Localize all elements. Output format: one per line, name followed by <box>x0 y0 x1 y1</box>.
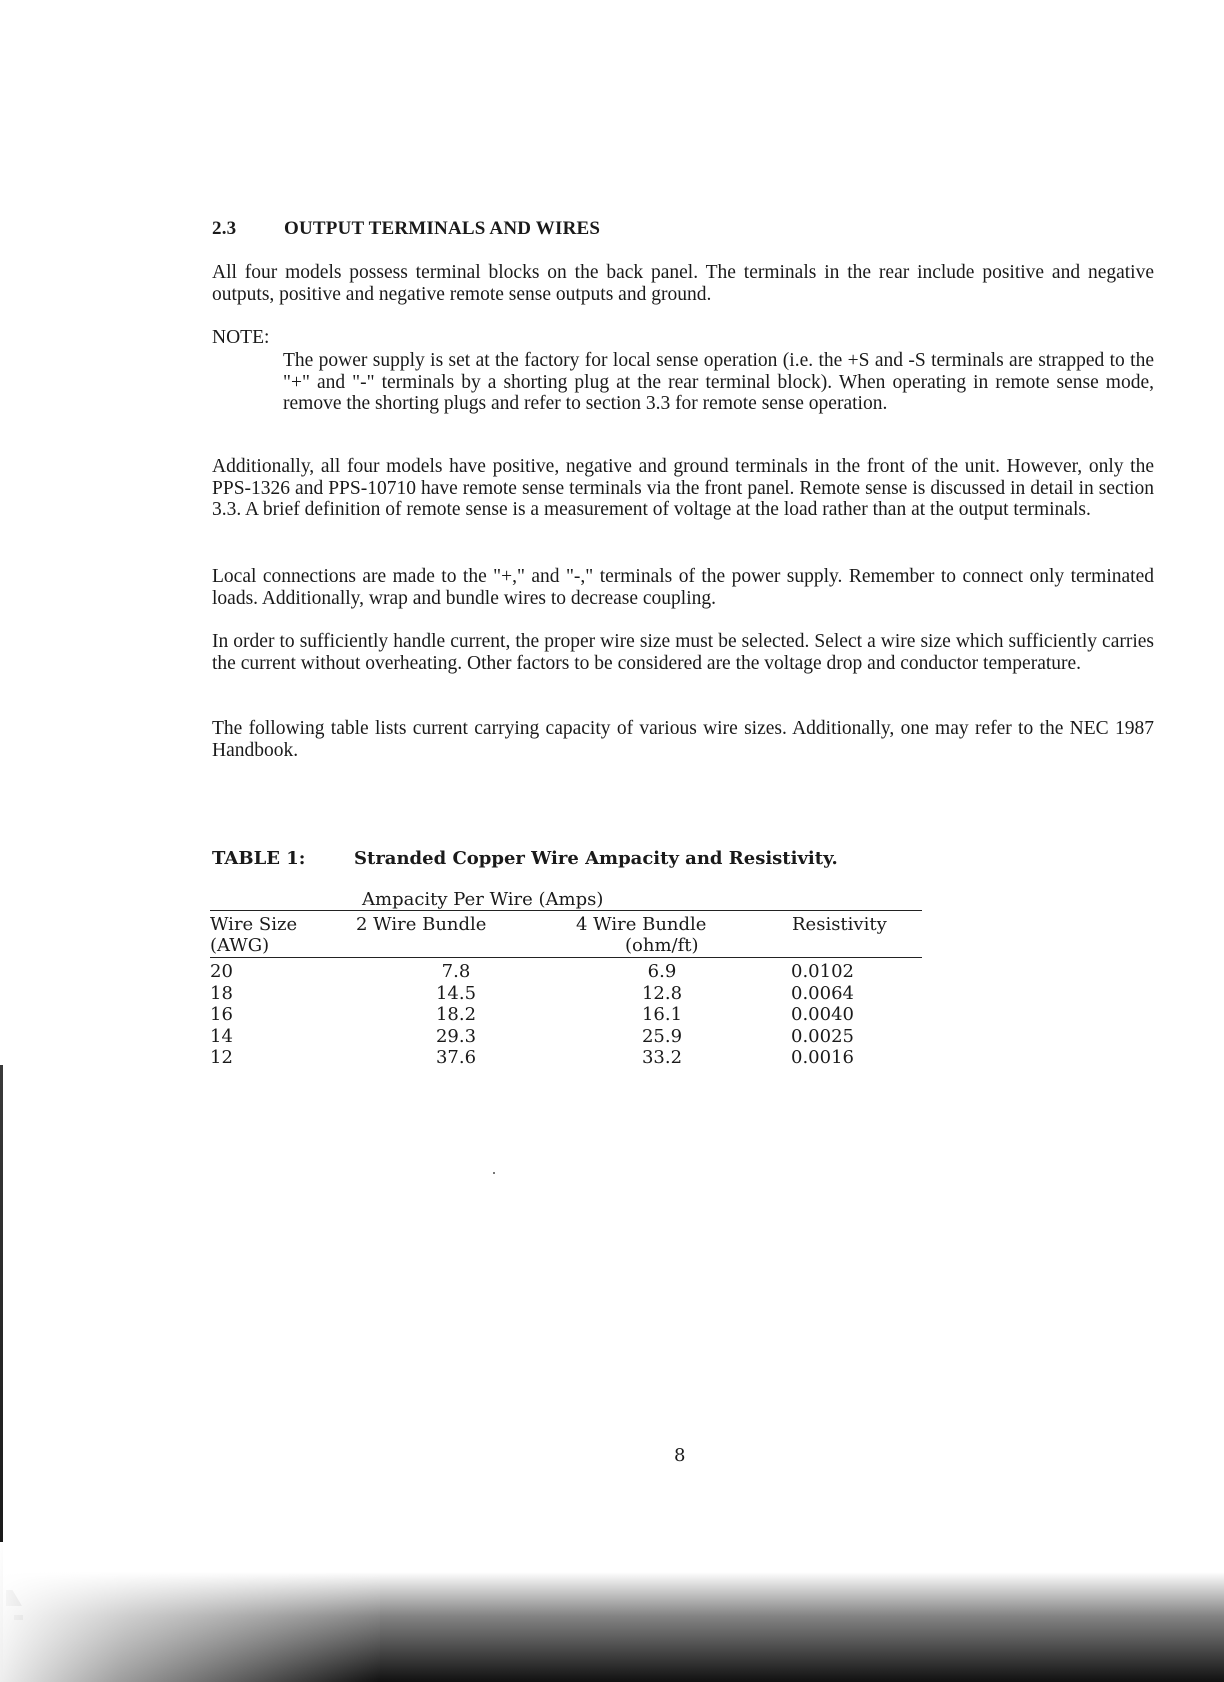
cell-awg: 20 <box>210 961 233 982</box>
cell-resistivity: 0.0102 <box>791 961 854 982</box>
cell-two-wire: 18.2 <box>435 1004 477 1026</box>
paragraph-table-intro: The following table lists current carrying capacity of various wire sizes. Additionally, one may refer to the NEC 1987 Handbook. <box>212 718 1154 761</box>
cell-two-wire: 7.8 <box>441 961 471 982</box>
cell-awg: 16 <box>210 1004 233 1026</box>
table-row <box>210 1026 922 1048</box>
table-label: TABLE 1: <box>212 848 306 869</box>
table-row <box>210 1004 922 1026</box>
scan-shadow-fade <box>0 1542 380 1682</box>
table-group-header <box>210 890 922 911</box>
cell-resistivity: 0.0016 <box>791 1047 854 1069</box>
cell-resistivity: 0.0064 <box>791 982 854 1004</box>
paragraph-wire-size: In order to sufficiently handle current, the proper wire size must be selected. Select a wire size which sufficiently carries the current without overheating. Other factors to be considered are the voltage drop and conductor temperature. <box>212 631 1154 674</box>
cell-resistivity: 0.0040 <box>791 1004 854 1026</box>
paragraph-local-connections: Local connections are made to the "+," and "-," terminals of the power supply. Remember to connect only terminated loads. Additionally, wrap and bundle wires to decrease coupling. <box>212 566 1154 609</box>
cell-two-wire: 14.5 <box>435 982 477 1004</box>
cell-four-wire: 25.9 <box>641 1025 683 1047</box>
paragraph-terminal-blocks: All four models possess terminal blocks on the back panel. The terminals in the rear include positive and negative outputs, positive and negative remote sense outputs and ground. <box>212 262 1154 305</box>
header-four-wire-unit: (ohm/ft) <box>625 935 699 956</box>
cell-two-wire: 29.3 <box>435 1025 477 1047</box>
table-title: Stranded Copper Wire Ampacity and Resistivity. <box>354 848 838 869</box>
cell-awg: 18 <box>210 982 233 1004</box>
scan-speck <box>493 1172 495 1174</box>
header-wire-size: Wire Size <box>210 914 298 935</box>
header-wire-size-unit: (AWG) <box>210 935 270 956</box>
table-row <box>210 961 922 983</box>
page-number: 8 <box>674 1445 686 1466</box>
table-row <box>210 1047 922 1069</box>
cell-two-wire: 37.6 <box>435 1047 477 1069</box>
header-two-wire: 2 Wire Bundle <box>356 914 487 935</box>
cell-resistivity: 0.0025 <box>791 1025 854 1047</box>
group-header-label: Ampacity Per Wire (Amps) <box>362 889 604 910</box>
cell-four-wire: 6.9 <box>647 961 677 982</box>
cell-four-wire: 33.2 <box>641 1047 683 1069</box>
cell-awg: 12 <box>210 1047 233 1069</box>
cell-four-wire: 16.1 <box>641 1004 683 1026</box>
paragraph-front-terminals: Additionally, all four models have positive, negative and ground terminals in the front of the unit. However, only the PPS-1326 and PPS-10710 have remote sense terminals via the front panel. Remote sense is discussed in detail in section 3.3. A brief definition of remote sense is a measurement of voltage at the load rather than at the output terminals. <box>212 456 1154 520</box>
cell-awg: 14 <box>210 1025 233 1047</box>
note-label: NOTE: <box>212 327 270 348</box>
cell-four-wire: 12.8 <box>641 982 683 1004</box>
ampacity-table <box>210 890 922 1069</box>
section-number: 2.3 <box>212 218 237 239</box>
section-heading <box>212 218 600 240</box>
header-resistivity: Resistivity <box>792 914 887 935</box>
table-row <box>210 983 922 1005</box>
table-column-headers <box>210 911 922 958</box>
section-title: OUTPUT TERMINALS AND WIRES <box>284 218 601 239</box>
header-four-wire: 4 Wire Bundle <box>576 914 707 935</box>
table-caption <box>212 848 838 869</box>
note-text: The power supply is set at the factory for local sense operation (i.e. the +S and -S terminals are strapped to the "+" and "-" terminals by a shorting plug at the rear terminal block). When operating in remote sense mode, remove the shorting plugs and refer to section 3.3 for remote sense operation. <box>283 350 1154 414</box>
